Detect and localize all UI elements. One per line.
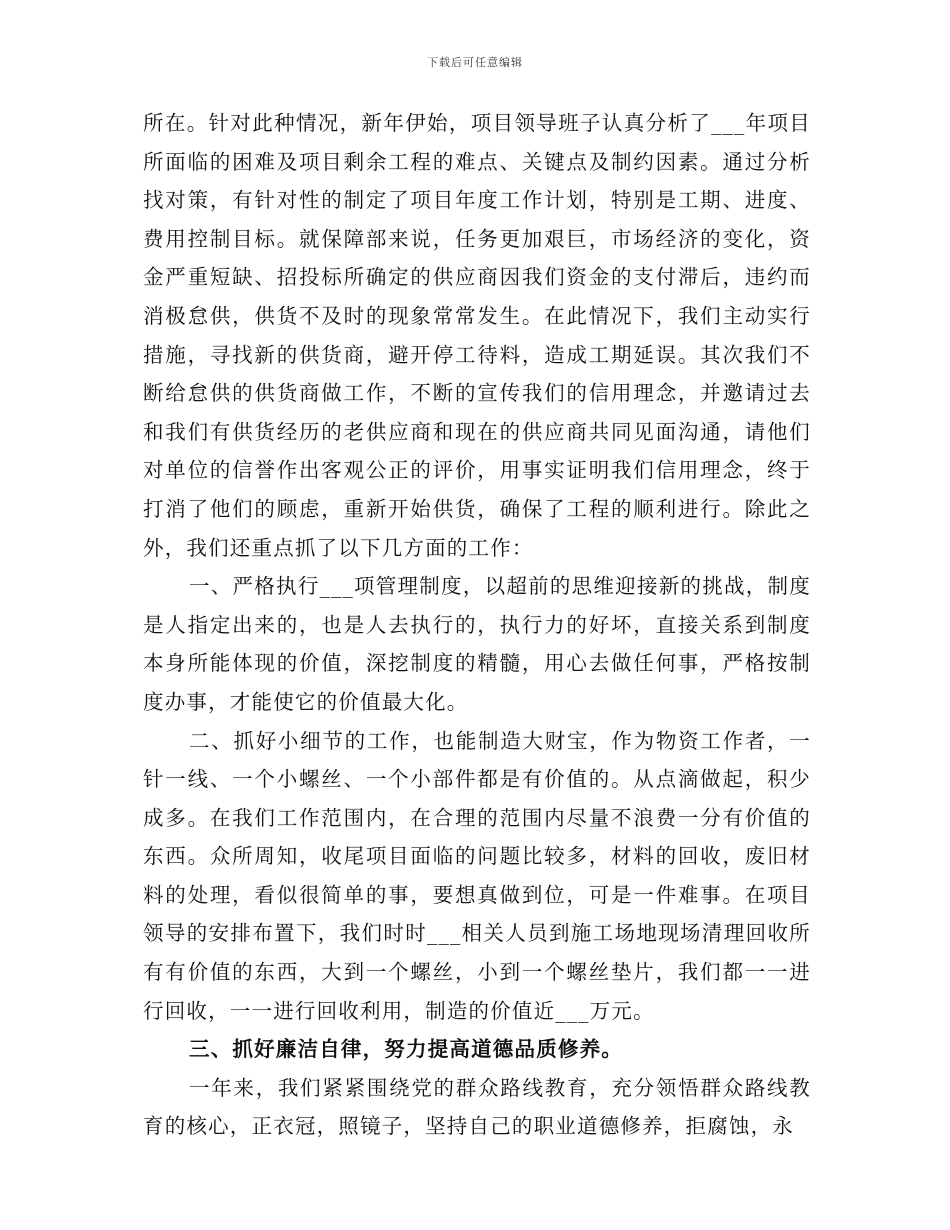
paragraph-section-one: 一、严格执行___项管理制度，以超前的思维迎接新的挑战，制度是人指定出来的，也是人去执行的，执行力的好坏，直接关系到制度本身所能体现的价值，深挖制度的精髓，用心去做任何事，严格按制度办事，才能使它的价值最大化。 [143,574,811,714]
document-body [143,104,811,1146]
paragraph-section-three: 一年来，我们紧紧围绕党的群众路线教育，充分领悟群众路线教育的核心，正衣冠，照镜子，坚持自己的职业道德修养，拒腐蚀，永 [143,1075,811,1139]
page-header-note: 下载后可任意编辑 [427,56,523,69]
paragraph-section-two: 二、抓好小细节的工作，也能制造大财宝，作为物资工作者，一针一线、一个小螺丝、一个小部件都是有价值的。从点滴做起，积少成多。在我们工作范围内，在合理的范围内尽量不浪费一分有价值的东西。众所周知，收尾项目面临的问题比较多，材料的回收，废旧材料的处理，看似很简单的事，要想真做到位，可是一件难事。在项目领导的安排布置下，我们时时___相关人员到施工场地现场清理回收所有有价值的东西，大到一个螺丝，小到一个螺丝垫片，我们都一一进行回收，一一进行回收利用，制造的价值近___万元。 [143,728,811,1023]
paragraph-intro: 所在。针对此种情况，新年伊始，项目领导班子认真分析了___年项目所面临的困难及项目剩余工程的难点、关键点及制约因素。通过分析找对策，有针对性的制定了项目年度工作计划，特别是工期、进度、费用控制目标。就保障部来说，任务更加艰巨，市场经济的变化，资金严重短缺、招投标所确定的供应商因我们资金的支付滞后，违约而消极怠供，供货不及时的现象常常发生。在此情况下，我们主动实行措施，寻找新的供货商，避开停工待料，造成工期延误。其次我们不断给怠供的供货商做工作，不断的宣传我们的信用理念，并邀请过去和我们有供货经历的老供应商和现在的供应商共同见面沟通，请他们对单位的信誉作出客观公正的评价，用事实证明我们信用理念，终于打消了他们的顾虑，重新开始供货，确保了工程的顺利进行。除此之外，我们还重点抓了以下几方面的工作： [143,111,811,560]
section-heading-three: 三、抓好廉洁自律，努力提高道德品质修养。 [189,1037,623,1062]
